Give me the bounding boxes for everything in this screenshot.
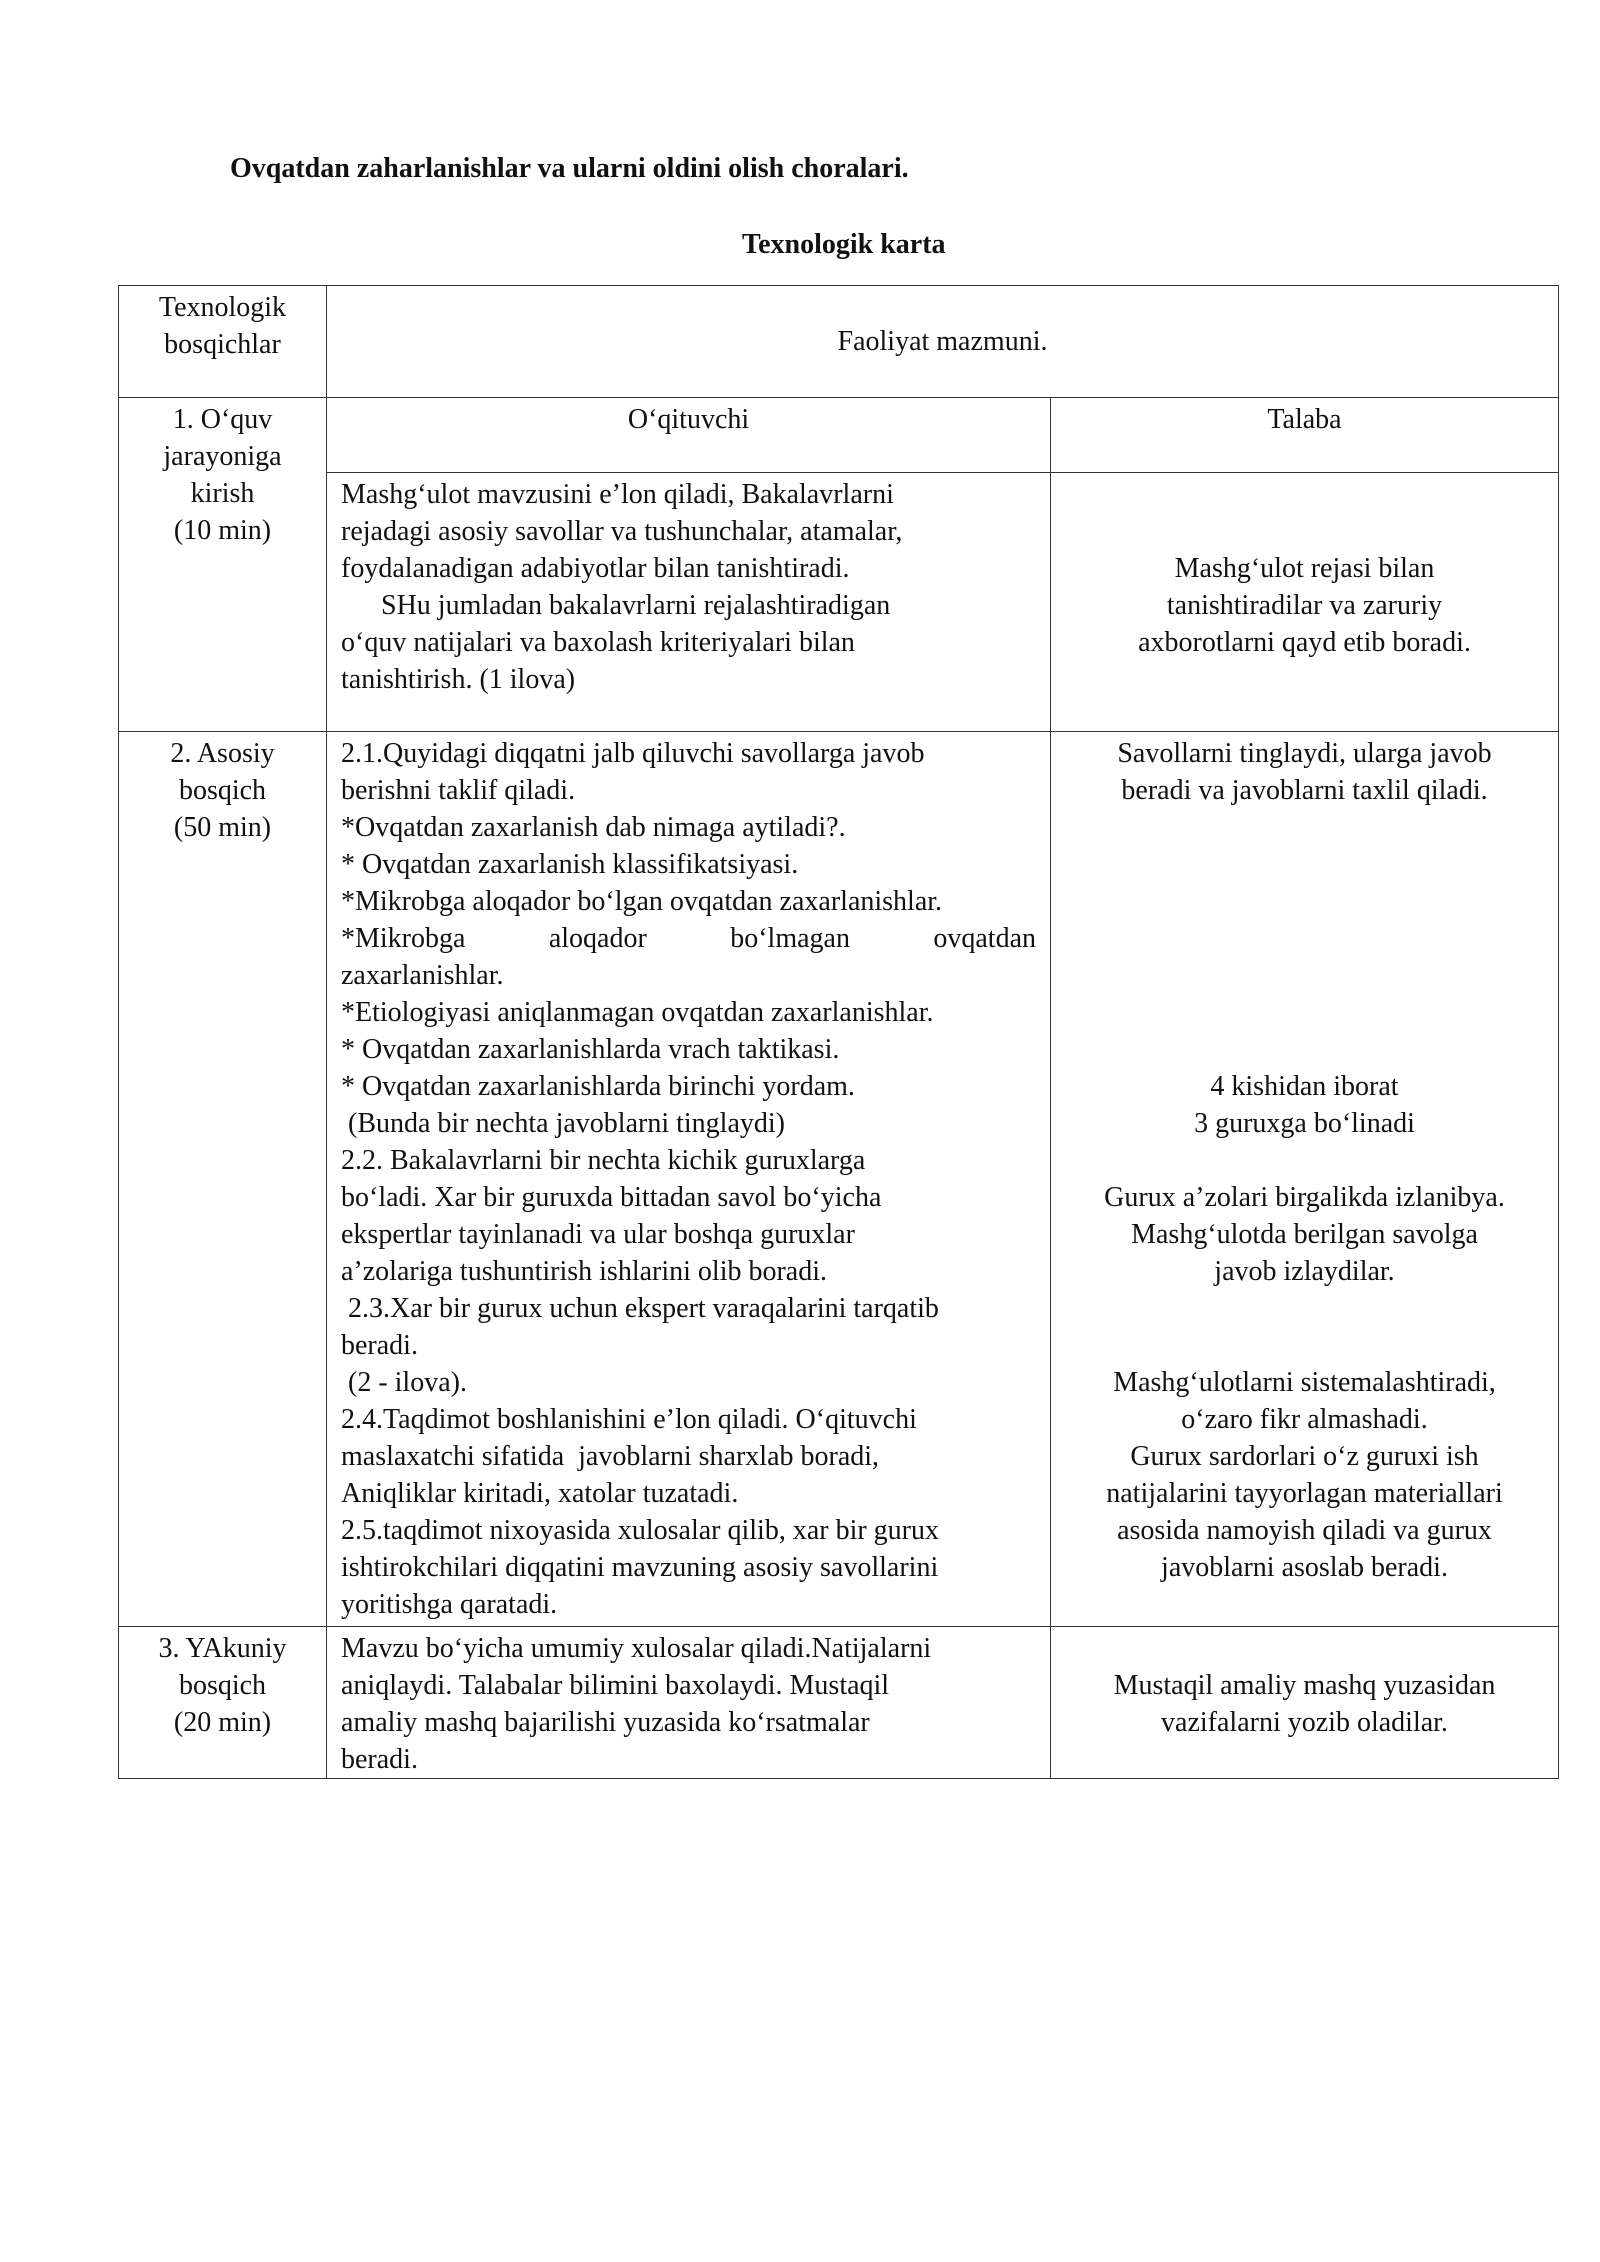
teacher-text-line: Mashg‘ulot mavzusini e’lon qiladi, Bakalavrlarni xyxy=(341,479,894,510)
teacher-text-line: beradi. xyxy=(341,1744,418,1775)
stage-name-line: 3. YAkuniy xyxy=(158,1633,287,1664)
teacher-text-line: ishtirokchilari diqqatini mavzuning asosiy savollarini xyxy=(341,1552,939,1583)
stage2-row xyxy=(119,732,1559,1627)
stage-name-line: bosqich xyxy=(178,775,267,806)
blank-line xyxy=(1065,846,1544,883)
student-text-line: o‘zaro fikr almashadi. xyxy=(1181,1404,1428,1435)
teacher-text-line: SHu jumladan bakalavrlarni rejalashtiradigan xyxy=(381,590,891,621)
teacher-text-line: amaliy mashq bajarilishi yuzasida ko‘rsatmalar xyxy=(341,1707,870,1738)
teacher-text-line: Aniqliklar kiritadi, xatolar tuzatadi. xyxy=(341,1478,739,1509)
stage2-student-cell xyxy=(1051,732,1559,1627)
student-header-label: Talaba xyxy=(1267,404,1342,435)
content-header-cell xyxy=(327,286,1559,398)
teacher-text-line: beradi. xyxy=(341,1330,418,1361)
student-text-line: Mustaqil amaliy mashq yuzasidan xyxy=(1113,1670,1496,1701)
stage-name-line: (50 min) xyxy=(173,812,272,843)
blank-line xyxy=(1065,809,1544,846)
stage2-teacher-cell xyxy=(327,732,1051,1627)
blank-line xyxy=(1065,1327,1544,1364)
student-text-line: Gurux sardorlari o‘z guruxi ish xyxy=(1130,1441,1479,1472)
teacher-text-line: tanishtirish. (1 ilova) xyxy=(341,664,576,695)
teacher-text-line: (2 - ilova). xyxy=(341,1367,467,1398)
teacher-text-line: * Ovqatdan zaxarlanishlarda birinchi yordam. xyxy=(341,1071,855,1102)
teacher-text-line: aniqlaydi. Talabalar bilimini baxolaydi. Mustaqil xyxy=(341,1670,890,1701)
teacher-text-line: *Mikrobga aloqador bo‘lgan ovqatdan zaxarlanishlar. xyxy=(341,886,943,917)
student-text-line: 3 guruxga bo‘linadi xyxy=(1194,1108,1415,1139)
teacher-text-line: 2.3.Xar bir gurux uchun ekspert varaqalarini tarqatib xyxy=(341,1293,939,1324)
teacher-text-line: *Etiologiyasi aniqlanmagan ovqatdan zaxarlanishlar. xyxy=(341,997,934,1028)
stage1-content-row xyxy=(119,473,1559,732)
stage2-name-cell xyxy=(119,732,327,1627)
teacher-text-line: rejadagi asosiy savollar va tushunchalar, atamalar, xyxy=(341,516,903,547)
stage-name-line: (20 min) xyxy=(173,1707,272,1738)
student-text-line: Gurux a’zolari birgalikda izlanibya. xyxy=(1104,1182,1505,1213)
stage3-row xyxy=(119,1627,1559,1779)
stage-name-line: 2. Asosiy xyxy=(170,738,275,769)
stage-name-line: 1. O‘quv xyxy=(172,404,273,435)
teacher-text-line: zaxarlanishlar. xyxy=(341,960,504,991)
teacher-text-line: 2.4.Taqdimot boshlanishini e’lon qiladi. O‘qituvchi xyxy=(341,1404,917,1435)
teacher-text-line: Mavzu bo‘yicha umumiy xulosalar qiladi.Natijalarni xyxy=(341,1633,932,1664)
stage-name-line: bosqich xyxy=(178,1670,267,1701)
student-text-line: Savollarni tinglaydi, ularga javob xyxy=(1117,738,1492,769)
stage-name-line: (10 min) xyxy=(173,515,272,546)
document-subtitle: Texnologik karta xyxy=(742,229,946,260)
teacher-text-line: o‘quv natijalari va baxolash kriteriyalari bilan xyxy=(341,627,855,658)
blank-line xyxy=(1065,1290,1544,1327)
student-text-line: 4 kishidan iborat xyxy=(1210,1071,1399,1102)
teacher-text-line: 2.5.taqdimot nixoyasida xulosalar qilib, xar bir gurux xyxy=(341,1515,940,1546)
teacher-text-line: bo‘ladi. Xar bir guruxda bittadan savol bo‘yicha xyxy=(341,1182,882,1213)
student-text-line: Mashg‘ulot rejasi bilan xyxy=(1174,553,1435,584)
stage3-teacher-cell xyxy=(327,1627,1051,1779)
teacher-header-cell xyxy=(327,398,1051,473)
teacher-text-line: 2.2. Bakalavrlarni bir nechta kichik guruxlarga xyxy=(341,1145,866,1176)
teacher-text-line: *Mikrobga aloqador bo‘lmagan ovqatdan xyxy=(341,923,1036,954)
document-title: Ovqatdan zaharlanishlar va ularni oldini olish choralari. xyxy=(230,153,909,184)
teacher-text-line: *Ovqatdan zaxarlanish dab nimaga aytiladi?. xyxy=(341,812,846,843)
blank-line xyxy=(1065,957,1544,994)
teacher-text-line: foydalanadigan adabiyotlar bilan tanishtiradi. xyxy=(341,553,850,584)
student-text-line: Mashg‘ulotlarni sistemalashtiradi, xyxy=(1113,1367,1496,1398)
student-text-line: asosida namoyish qiladi va gurux xyxy=(1117,1515,1492,1546)
student-header-cell xyxy=(1051,398,1559,473)
stage1-name-cell xyxy=(119,398,327,732)
student-text-line: beradi va javoblarni taxlil qiladi. xyxy=(1121,775,1488,806)
blank-line xyxy=(1065,994,1544,1031)
teacher-text-line: maslaxatchi sifatida javoblarni sharxlab boradi, xyxy=(341,1441,880,1472)
stage-name-line: jarayoniga xyxy=(163,441,282,472)
stages-header-line: Texnologik xyxy=(158,292,287,323)
student-text-line: vazifalarni yozib oladilar. xyxy=(1161,1707,1448,1738)
teacher-text-line: ekspertlar tayinlanadi va ular boshqa guruxlar xyxy=(341,1219,855,1250)
stage1-student-cell xyxy=(1051,473,1559,732)
teacher-text-line: yoritishga qaratadi. xyxy=(341,1589,558,1620)
content-header-label: Faoliyat mazmuni. xyxy=(837,326,1048,357)
teacher-text-line: * Ovqatdan zaxarlanish klassifikatsiyasi. xyxy=(341,849,799,880)
blank-line xyxy=(1065,1031,1544,1068)
stages-header-cell xyxy=(119,286,327,398)
stage1-teacher-cell xyxy=(327,473,1051,732)
teacher-text-line: (Bunda bir nechta javoblarni tinglaydi) xyxy=(341,1108,785,1139)
teacher-text-line: * Ovqatdan zaxarlanishlarda vrach taktikasi. xyxy=(341,1034,840,1065)
blank-line xyxy=(1065,920,1544,957)
blank-line xyxy=(1065,1142,1544,1179)
student-text-line: natijalarini tayyorlagan materiallari xyxy=(1106,1478,1503,1509)
stage-name-line: kirish xyxy=(190,478,255,509)
stage1-subheader-row xyxy=(119,398,1559,473)
stage3-student-cell xyxy=(1051,1627,1559,1779)
teacher-text-line: a’zolariga tushuntirish ishlarini olib boradi. xyxy=(341,1256,828,1287)
teacher-header-label: O‘qituvchi xyxy=(627,404,750,435)
technology-card-table xyxy=(118,285,1559,1779)
student-text-line: tanishtiradilar va zaruriy xyxy=(1166,590,1443,621)
student-text-line: Mashg‘ulotda berilgan savolga xyxy=(1131,1219,1478,1250)
table-header-row xyxy=(119,286,1559,398)
teacher-text-line: 2.1.Quyidagi diqqatni jalb qiluvchi savollarga javob xyxy=(341,738,925,769)
student-text-line: javoblarni asoslab beradi. xyxy=(1161,1552,1448,1583)
student-text-line: axborotlarni qayd etib boradi. xyxy=(1138,627,1471,658)
teacher-text-line: berishni taklif qiladi. xyxy=(341,775,576,806)
student-text-line: javob izlaydilar. xyxy=(1214,1256,1395,1287)
stage3-name-cell xyxy=(119,1627,327,1779)
blank-line xyxy=(1065,883,1544,920)
stages-header-line: bosqichlar xyxy=(164,329,281,360)
